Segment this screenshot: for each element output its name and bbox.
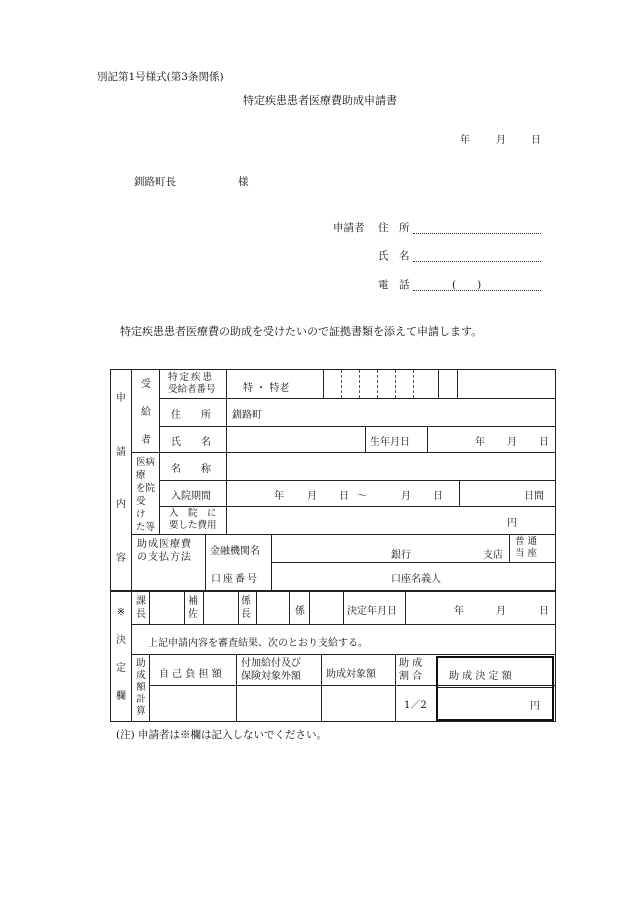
rate-value: 1／2 — [404, 700, 427, 711]
form-title: 特定疾患患者医療費助成申請書 — [243, 94, 397, 107]
form-note: 別記第1号様式(第3条関係) — [97, 71, 224, 83]
decision-char-2: 決 — [116, 635, 126, 646]
col-rate: 助 成 割 合 — [399, 658, 423, 682]
hosa-label: 補 佐 — [188, 596, 198, 620]
applicant-name-field[interactable] — [413, 261, 541, 262]
addressee-name: 釧路町長 — [134, 176, 176, 188]
birth-day: 日 — [539, 437, 549, 448]
period-month2: 月 — [401, 491, 411, 502]
recipient-char-1: 受 — [141, 379, 151, 390]
period-day: 日 — [339, 491, 349, 502]
hospital-name-label: 名 称 — [171, 464, 211, 475]
period-label: 入院期間 — [171, 491, 211, 502]
period-year: 年 — [274, 491, 284, 502]
decision-day: 日 — [539, 606, 549, 617]
payment-label: 助成医療費 の支払方法 — [137, 539, 192, 563]
bank-suffix: 銀行 — [391, 550, 411, 561]
application-table — [110, 369, 556, 592]
birth-month: 月 — [507, 437, 517, 448]
cert-number-label: 特定疾患 受給者番号 — [168, 372, 216, 395]
section-char-4: 容 — [116, 553, 126, 564]
section-char-3: 内 — [116, 499, 126, 510]
decision-char-1: ※ — [116, 607, 126, 618]
date-day: 日 — [531, 135, 541, 146]
calc-label: 助 成 額 計 算 — [136, 658, 146, 717]
kacho-label: 課 長 — [136, 596, 146, 620]
account-holder-label: 口座名義人 — [391, 574, 441, 585]
applicant-address-field[interactable] — [413, 233, 541, 234]
cert-prefix: 特 ・ 特老 — [243, 383, 290, 394]
address-label: 住 所 — [171, 410, 211, 421]
applicant-phone-paren: ( ) — [452, 279, 482, 291]
decision-char-4: 欄 — [116, 691, 126, 702]
cost-unit: 円 — [507, 518, 517, 529]
birth-year: 年 — [475, 437, 485, 448]
period-days: 日間 — [524, 491, 544, 502]
statement: 特定疾患患者医療費の助成を受けたいので証拠書類を添えて申請します。 — [120, 325, 483, 338]
applicant-phone-label: 電 話 — [378, 279, 410, 291]
col-amount: 助 成 決 定 額 — [449, 671, 512, 682]
date-year: 年 — [460, 135, 470, 146]
kakari-label: 係 — [295, 606, 305, 617]
date-month: 月 — [496, 135, 506, 146]
col-target: 助成対象額 — [326, 669, 376, 680]
section-char-1: 申 — [116, 393, 126, 404]
recipient-char-2: 給 — [141, 407, 151, 418]
col-extra: 付加給付及び 保険対象外額 — [241, 658, 301, 682]
cert-number-field[interactable] — [323, 370, 459, 398]
name-field[interactable] — [227, 426, 365, 452]
bank-label: 金融機関名 — [210, 546, 260, 557]
hospital-group: 医病 療 を院 受 け た等 — [136, 457, 156, 533]
col-self-pay: 自 己 負 担 額 — [159, 669, 222, 680]
hospital-name-field[interactable] — [227, 452, 555, 480]
decision-amount-box[interactable] — [436, 656, 554, 721]
decision-date-label: 決定年月日 — [347, 606, 397, 617]
addressee-honorific: 様 — [238, 176, 249, 188]
applicant-label: 申請者 — [333, 222, 365, 234]
decision-month: 月 — [496, 606, 506, 617]
period-month: 月 — [307, 491, 317, 502]
decision-remark: 上記申請内容を審査結果、次のとおり支給する。 — [148, 638, 368, 649]
address-value[interactable]: 釧路町 — [232, 410, 262, 421]
period-sep: 〜 — [357, 491, 367, 502]
applicant-address-label: 住 所 — [378, 222, 410, 234]
birth-label: 生年月日 — [370, 437, 410, 448]
cost-label: 入 院 に 要した費用 — [169, 508, 217, 531]
kakaricho-label: 係 長 — [241, 596, 251, 620]
amount-unit: 円 — [530, 701, 540, 712]
applicant-name-label: 氏 名 — [378, 250, 410, 262]
account-number-label: 口座番号 — [211, 574, 259, 585]
period-day2: 日 — [433, 491, 443, 502]
decision-char-3: 定 — [116, 663, 126, 674]
section-char-2: 請 — [116, 447, 126, 458]
recipient-char-3: 者 — [141, 435, 151, 446]
name-label: 氏 名 — [171, 437, 211, 448]
decision-year: 年 — [454, 606, 464, 617]
account-type[interactable]: 普 通 当 座 — [515, 536, 538, 559]
footnote: (注) 申請者は※欄は記入しないでください。 — [116, 729, 328, 741]
branch-suffix: 支店 — [483, 550, 503, 561]
